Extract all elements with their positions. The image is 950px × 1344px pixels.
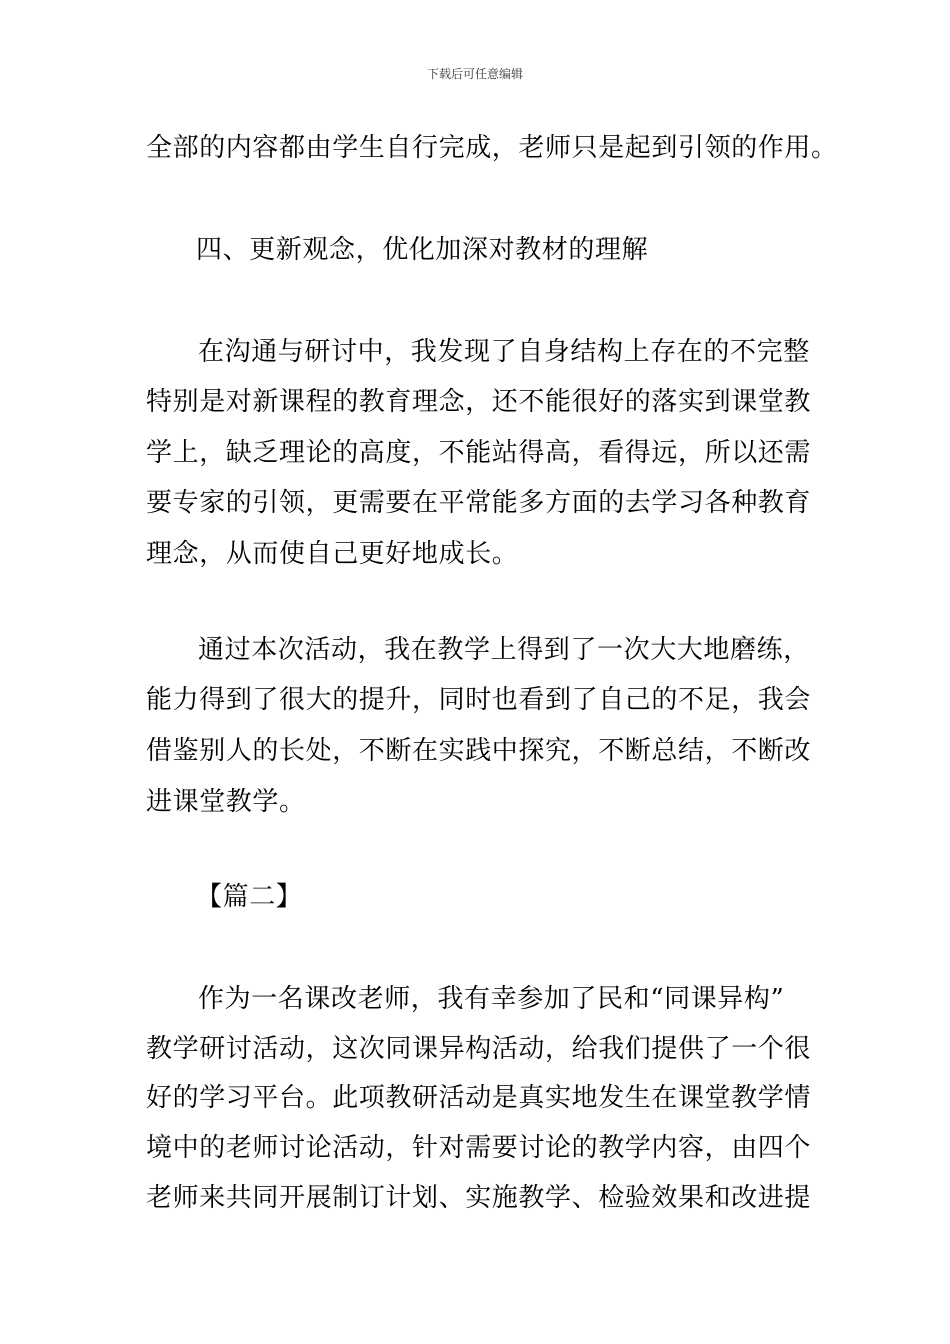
paragraph-line: 能力得到了很大的提升，同时也看到了自己的不足，我会 bbox=[146, 685, 812, 715]
paragraph-line: 好的学习平台。此项教研活动是真实地发生在课堂教学情 bbox=[146, 1083, 812, 1113]
paragraph-line: 学上，缺乏理论的高度，不能站得高，看得远，所以还需 bbox=[146, 438, 812, 468]
paragraph-line: 全部的内容都由学生自行完成，老师只是起到引领的作用。 bbox=[146, 133, 838, 163]
paragraph-line: 进课堂教学。 bbox=[146, 787, 306, 817]
paragraph-line: 在沟通与研讨中，我发现了自身结构上存在的不完整 bbox=[198, 337, 810, 367]
paragraph-line: 境中的老师讨论活动，针对需要讨论的教学内容，由四个 bbox=[146, 1133, 812, 1163]
paragraph-line: 通过本次活动，我在教学上得到了一次大大地磨练， bbox=[198, 635, 810, 665]
part-heading: 【篇二】 bbox=[196, 882, 303, 912]
paragraph-line: 借鉴别人的长处，不断在实践中探究，不断总结，不断改 bbox=[146, 736, 812, 766]
paragraph-line: 特别是对新课程的教育理念，还不能很好的落实到课堂教 bbox=[146, 387, 812, 417]
paragraph-line: 老师来共同开展制订计划、实施教学、检验效果和改进提 bbox=[146, 1183, 812, 1213]
paragraph-line: 理念，从而使自己更好地成长。 bbox=[146, 539, 519, 569]
section-heading: 四、更新观念，优化加深对教材的理解 bbox=[196, 235, 649, 265]
paragraph-line: 教学研讨活动，这次同课异构活动，给我们提供了一个很 bbox=[146, 1034, 812, 1064]
paragraph-line: 要专家的引领，更需要在平常能多方面的去学习各种教育 bbox=[146, 488, 812, 518]
page-header: 下载后可任意编辑 bbox=[426, 67, 523, 81]
paragraph-line: 作为一名课改老师，我有幸参加了民和“同课异构” bbox=[198, 984, 785, 1014]
